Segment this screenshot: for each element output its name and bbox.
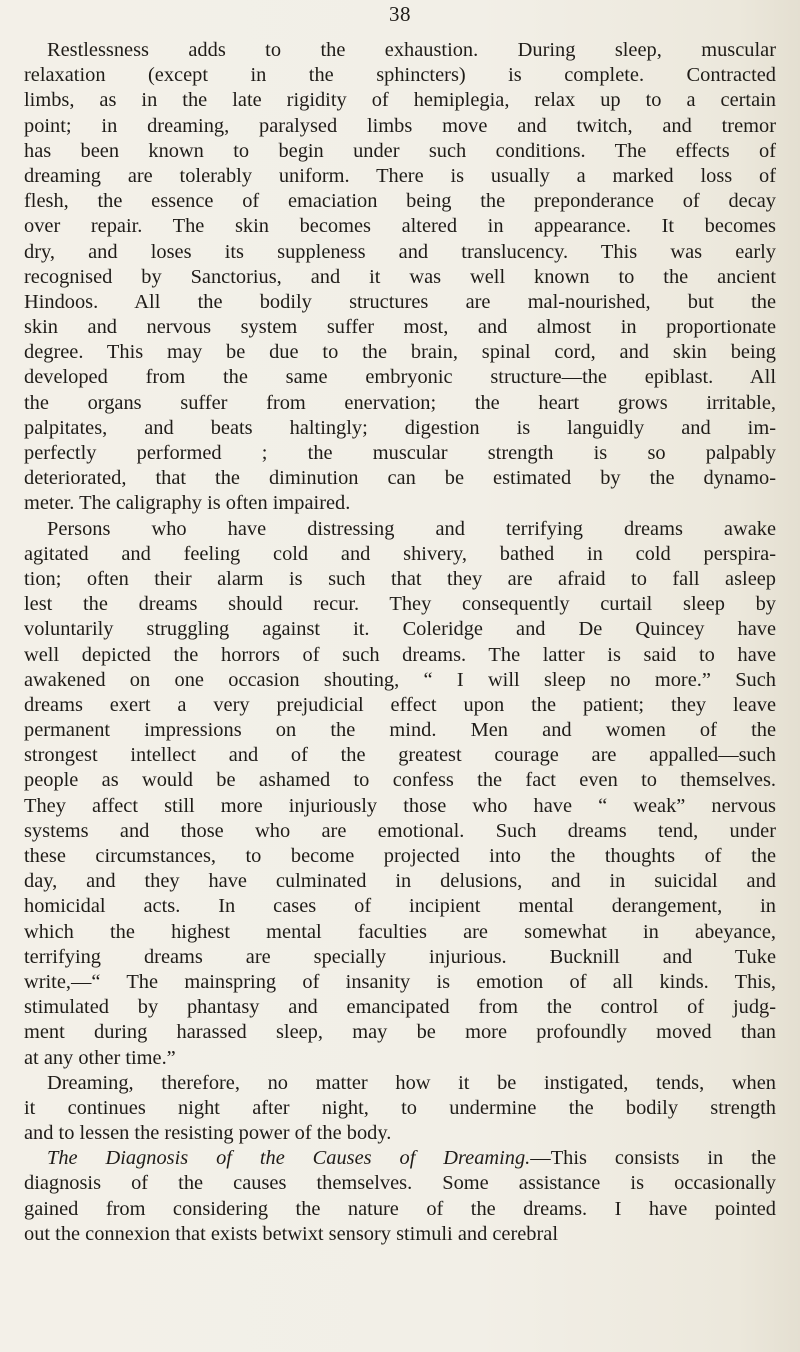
- text-line: [24, 1096, 776, 1121]
- text-line-content: homicidal acts. In cases of incipient mental derangement, in: [24, 895, 776, 918]
- text-line: [24, 1171, 776, 1196]
- text-line-content: —This consists in the: [530, 1147, 776, 1170]
- text-line: [24, 794, 776, 819]
- text-line-content: over repair. The skin becomes altered in appearance. It becomes: [24, 215, 776, 238]
- text-line-content: people as would be ashamed to confess the fact even to themselves.: [24, 769, 776, 792]
- text-line-content: gained from considering the nature of the dreams. I have pointed: [24, 1197, 776, 1220]
- text-line-content: stimulated by phantasy and emancipated from the control of judg-: [24, 996, 776, 1019]
- text-line: [24, 1071, 776, 1096]
- text-line-content: meter. The caligraphy is often impaired.: [24, 492, 351, 515]
- text-line: [24, 391, 776, 416]
- text-line: [24, 416, 776, 441]
- text-line: [24, 718, 776, 743]
- text-line: [24, 995, 776, 1020]
- text-line-content: Dreaming, therefore, no matter how it be instigated, tends, when: [47, 1071, 776, 1094]
- page-number: 38: [389, 2, 411, 26]
- text-line: [24, 1121, 776, 1146]
- text-line-content: degree. This may be due to the brain, spinal cord, and skin being: [24, 341, 776, 364]
- text-line: [24, 189, 776, 214]
- text-line: [24, 567, 776, 592]
- text-line-content: systems and those who are emotional. Such dreams tend, under: [24, 819, 776, 842]
- text-line: [24, 265, 776, 290]
- text-line-content: dry, and loses its suppleness and translucency. This was early: [24, 240, 776, 263]
- text-line-content: well depicted the horrors of such dreams. The latter is said to have: [24, 643, 776, 666]
- text-line: [24, 441, 776, 466]
- italic-heading: The Diagnosis of the Causes of Dreaming.: [47, 1147, 531, 1170]
- text-line-content: permanent impressions on the mind. Men and women of the: [24, 719, 776, 742]
- text-line: [24, 945, 776, 970]
- text-line: [24, 315, 776, 340]
- text-line-content: flesh, the essence of emaciation being the preponderance of decay: [24, 190, 776, 213]
- text-line-content: these circumstances, to become projected into the thoughts of the: [24, 845, 776, 867]
- text-line: [24, 340, 776, 365]
- text-line-content: which the highest mental faculties are somewhat in abeyance,: [24, 920, 776, 943]
- text-line-content: and to lessen the resisting power of the body.: [24, 1122, 392, 1145]
- text-line: [24, 844, 776, 869]
- text-line: [24, 592, 776, 617]
- text-line: [24, 920, 776, 945]
- text-line: [24, 668, 776, 693]
- text-line: [24, 693, 776, 718]
- body-text: [24, 38, 776, 1247]
- text-line-content: tion; often their alarm is such that they are afraid to fall asleep: [24, 567, 776, 590]
- text-line: [24, 819, 776, 844]
- text-line: [24, 1197, 776, 1222]
- text-line-content: perfectly performed ; the muscular strength is so palpably: [24, 442, 776, 464]
- text-line: [24, 164, 776, 189]
- text-line-content: day, and they have culminated in delusions, and in suicidal and: [24, 870, 776, 893]
- text-line-content: the organs suffer from enervation; the heart grows irritable,: [24, 391, 776, 414]
- text-line-content: at any other time.”: [24, 1046, 176, 1069]
- text-line: [24, 491, 776, 516]
- text-line: [24, 970, 776, 995]
- text-line-content: palpitates, and beats haltingly; digestion is languidly and im-: [24, 416, 776, 439]
- text-line-content: has been known to begin under such conditions. The effects of: [24, 139, 776, 162]
- text-line-content: Persons who have distressing and terrifying dreams awake: [47, 517, 776, 540]
- text-line: [24, 743, 776, 768]
- text-line-content: deteriorated, that the diminution can be estimated by the dynamo-: [24, 467, 776, 490]
- text-line: [24, 869, 776, 894]
- text-line: [24, 1146, 776, 1171]
- text-line: [24, 894, 776, 919]
- text-line-content: limbs, as in the late rigidity of hemiplegia, relax up to a certain: [24, 89, 776, 112]
- text-line: [24, 139, 776, 164]
- text-line-content: Hindoos. All the bodily structures are mal-nourished, but the: [24, 290, 776, 313]
- text-line-content: They affect still more injuriously those who have “ weak” nervous: [24, 794, 776, 817]
- text-line: [24, 290, 776, 315]
- text-line-content: dreams exert a very prejudicial effect upon the patient; they leave: [24, 693, 776, 716]
- text-line-content: recognised by Sanctorius, and it was well known to the ancient: [24, 265, 776, 288]
- text-line-content: it continues night after night, to undermine the bodily strength: [24, 1096, 776, 1119]
- text-line: [24, 1020, 776, 1045]
- text-line: [24, 114, 776, 139]
- text-line-content: strongest intellect and of the greatest courage are appalled—such: [24, 744, 776, 767]
- text-line: [24, 240, 776, 265]
- text-line: [24, 63, 776, 88]
- text-line: [24, 466, 776, 491]
- text-line: [24, 643, 776, 668]
- text-line-content: ment during harassed sleep, may be more profoundly moved than: [24, 1021, 776, 1044]
- text-line-content: terrifying dreams are specially injurious. Bucknill and Tuke: [24, 945, 776, 968]
- text-line: [24, 517, 776, 542]
- text-line-content: voluntarily struggling against it. Coleridge and De Quincey have: [24, 618, 776, 641]
- text-line: [24, 88, 776, 113]
- text-line: [24, 1222, 776, 1247]
- text-line-content: write,—“ The mainspring of insanity is emotion of all kinds. This,: [24, 970, 776, 993]
- text-line-content: awakened on one occasion shouting, “ I will sleep no more.” Such: [24, 668, 776, 691]
- text-line-content: relaxation (except in the sphincters) is complete. Contracted: [24, 64, 776, 87]
- text-line: [24, 365, 776, 390]
- text-line-content: dreaming are tolerably uniform. There is usually a marked loss of: [24, 164, 776, 187]
- text-line-content: point; in dreaming, paralysed limbs move and twitch, and tremor: [24, 114, 776, 137]
- text-line-content: out the connexion that exists betwixt sensory stimuli and cerebral: [24, 1222, 558, 1245]
- text-line: [24, 768, 776, 793]
- text-line-content: skin and nervous system suffer most, and almost in proportionate: [24, 316, 776, 339]
- text-line: [24, 617, 776, 642]
- text-line-content: developed from the same embryonic structure—the epiblast. All: [24, 366, 776, 389]
- text-line: [24, 38, 776, 63]
- text-line-content: diagnosis of the causes themselves. Some assistance is occasionally: [24, 1172, 776, 1195]
- text-line: [24, 542, 776, 567]
- text-line-content: Restlessness adds to the exhaustion. During sleep, muscular: [47, 39, 776, 61]
- text-line-content: lest the dreams should recur. They consequently curtail sleep by: [24, 593, 776, 616]
- text-line-content: agitated and feeling cold and shivery, bathed in cold perspira-: [24, 542, 776, 565]
- text-line: [24, 214, 776, 239]
- text-line: [24, 1046, 776, 1071]
